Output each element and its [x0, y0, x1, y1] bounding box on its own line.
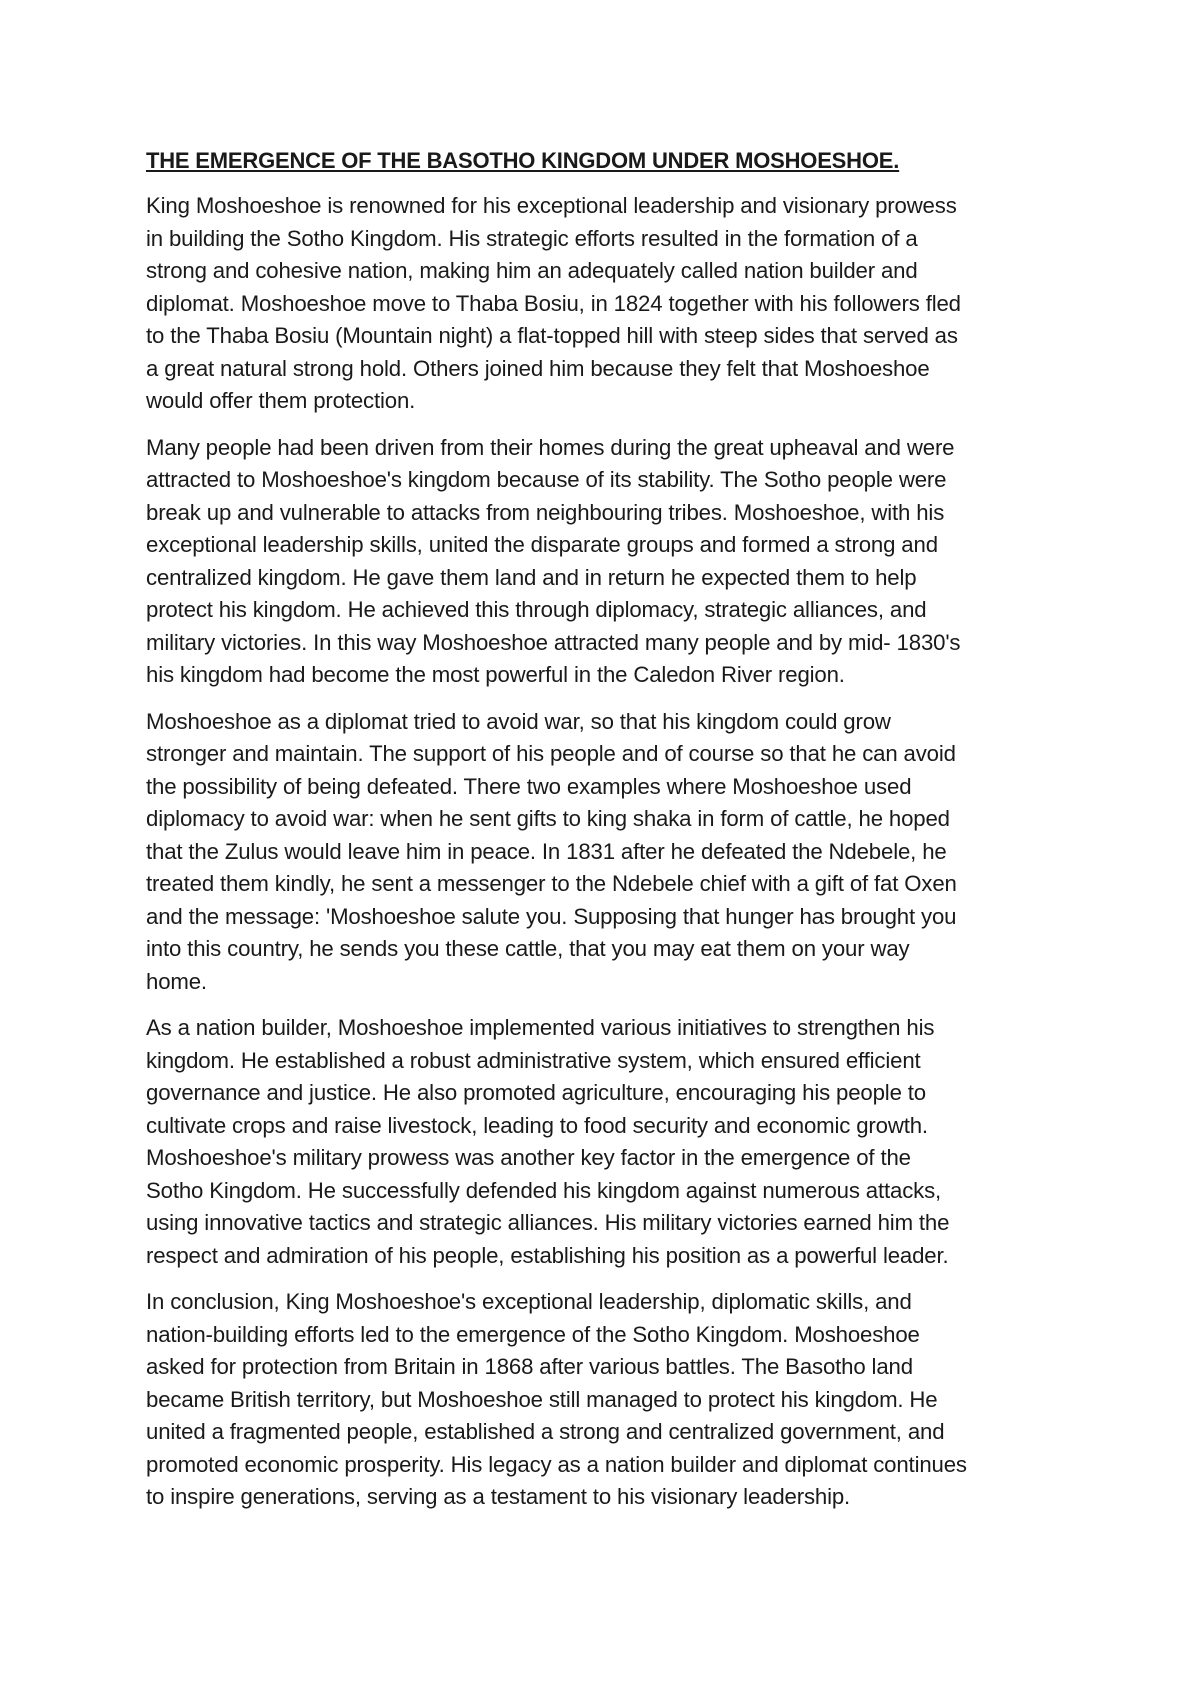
paragraph-line: a great natural strong hold. Others joined him because they felt that Moshoeshoe [146, 355, 930, 381]
paragraph-line: that the Zulus would leave him in peace. In 1831 after he defeated the Ndebele, he [146, 838, 947, 864]
paragraph-line: In conclusion, King Moshoeshoe's exceptional leadership, diplomatic skills, and [146, 1289, 912, 1314]
paragraph-line: Many people had been driven from their homes during the great upheaval and were [146, 434, 955, 460]
paragraph-line: diplomacy to avoid war: when he sent gifts to king shaka in form of cattle, he hoped [146, 806, 950, 831]
paragraph-line: attracted to Moshoeshoe's kingdom because of its stability. The Sotho people were [146, 467, 947, 492]
paragraph-line: As a nation builder, Moshoeshoe implemented various initiatives to strengthen his [146, 1015, 935, 1040]
document-title: THE EMERGENCE OF THE BASOTHO KINGDOM UNDER MOSHOESHOE. [146, 148, 900, 173]
paragraph-line: to inspire generations, serving as a testament to his visionary leadership. [146, 1484, 851, 1509]
paragraph-line: King Moshoeshoe is renowned for his exceptional leadership and visionary prowess [146, 193, 957, 218]
paragraph-line: military victories. In this way Moshoeshoe attracted many people and by mid- 1830's [146, 629, 961, 655]
paragraph-line: in building the Sotho Kingdom. His strategic efforts resulted in the formation of a [146, 225, 918, 251]
paragraph-line: protect his kingdom. He achieved this through diplomacy, strategic alliances, and [146, 597, 927, 622]
paragraph-line: to the Thaba Bosiu (Mountain night) a flat-topped hill with steep sides that served as [146, 323, 958, 348]
paragraph-line: kingdom. He established a robust administrative system, which ensured efficient [146, 1047, 921, 1073]
paragraph-5 [146, 1286, 1066, 1514]
paragraph-line: Moshoeshoe's military prowess was another key factor in the emergence of the [146, 1145, 911, 1170]
paragraph-line: strong and cohesive nation, making him an adequately called nation builder and [146, 258, 918, 283]
paragraph-line: asked for protection from Britain in 1868 after various battles. The Basotho land [146, 1354, 913, 1379]
paragraph-line: the possibility of being defeated. There two examples where Moshoeshoe used [146, 773, 912, 799]
paragraph-line: Moshoeshoe as a diplomat tried to avoid war, so that his kingdom could grow [146, 708, 891, 734]
paragraph-2 [146, 432, 1066, 692]
document-body [146, 145, 1066, 1528]
paragraph-line: became British territory, but Moshoeshoe still managed to protect his kingdom. He [146, 1386, 938, 1412]
paragraph-3 [146, 706, 1066, 999]
paragraph-line: his kingdom had become the most powerful in the Caledon River region. [146, 662, 845, 687]
paragraph-line: into this country, he sends you these cattle, that you may eat them on your way [146, 936, 910, 961]
paragraph-line: home. [146, 968, 207, 994]
paragraph-line: stronger and maintain. The support of his people and of course so that he can avoid [146, 741, 956, 766]
paragraph-line: cultivate crops and raise livestock, leading to food security and economic growth. [146, 1112, 928, 1138]
paragraph-4 [146, 1012, 1066, 1272]
paragraph-line: united a fragmented people, established a strong and centralized government, and [146, 1419, 945, 1444]
paragraph-1 [146, 190, 1066, 418]
paragraph-line: would offer them protection. [146, 388, 416, 413]
paragraph-line: promoted economic prosperity. His legacy as a nation builder and diplomat continues [146, 1451, 967, 1477]
paragraph-line: exceptional leadership skills, united the disparate groups and formed a strong and [146, 532, 938, 557]
paragraph-line: nation-building efforts led to the emergence of the Sotho Kingdom. Moshoeshoe [146, 1321, 920, 1347]
paragraph-line: treated them kindly, he sent a messenger to the Ndebele chief with a gift of fat Oxen [146, 871, 957, 896]
paragraph-line: using innovative tactics and strategic alliances. His military victories earned him the [146, 1210, 950, 1235]
paragraph-line: centralized kingdom. He gave them land and in return he expected them to help [146, 564, 917, 590]
paragraph-line: respect and admiration of his people, establishing his position as a powerful leader. [146, 1242, 949, 1268]
paragraph-line: governance and justice. He also promoted agriculture, encouraging his people to [146, 1080, 926, 1105]
paragraph-line: Sotho Kingdom. He successfully defended his kingdom against numerous attacks, [146, 1177, 942, 1203]
paragraph-line: diplomat. Moshoeshoe move to Thaba Bosiu, in 1824 together with his followers fled [146, 290, 961, 316]
paragraph-line: and the message: 'Moshoeshoe salute you. Supposing that hunger has brought you [146, 903, 957, 929]
paragraph-line: break up and vulnerable to attacks from neighbouring tribes. Moshoeshoe, with his [146, 499, 945, 525]
